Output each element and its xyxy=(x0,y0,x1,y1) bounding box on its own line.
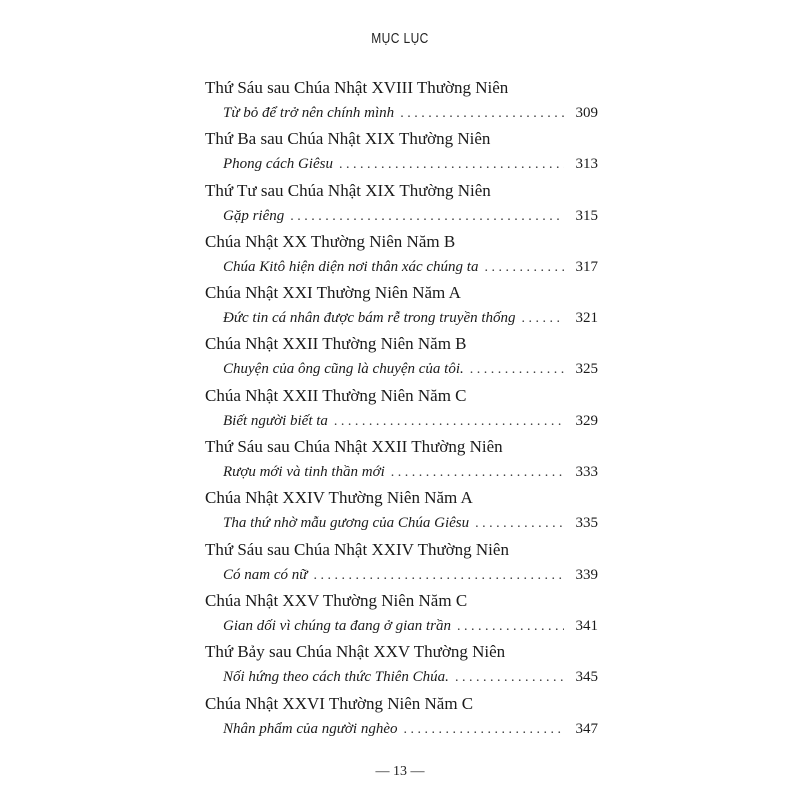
toc-subentry xyxy=(205,409,598,433)
toc-heading: Chúa Nhật XXV Thường Niên Năm C xyxy=(205,590,468,610)
toc-entry xyxy=(205,383,598,434)
dot-leader xyxy=(484,256,564,280)
toc-title: Nhân phẩm của người nghèo xyxy=(223,720,398,737)
toc-title: Chúa Kitô hiện diện nơi thân xác chúng ta xyxy=(223,258,479,275)
dot-leader xyxy=(313,564,564,588)
toc-subentry xyxy=(205,306,598,330)
toc-entry xyxy=(205,537,598,588)
toc-heading: Thứ Bảy sau Chúa Nhật XXV Thường Niên xyxy=(205,642,506,662)
toc-entry xyxy=(205,331,598,382)
toc-title: Biết người biết ta xyxy=(223,412,328,429)
toc-title: Chuyện của ông cũng là chuyện của tôi. xyxy=(223,361,464,378)
toc-entry xyxy=(205,485,598,536)
toc-heading: Thứ Sáu sau Chúa Nhật XXII Thường Niên xyxy=(205,437,503,457)
dot-leader xyxy=(391,461,564,485)
toc-page-number: 325 xyxy=(575,361,598,378)
toc-entry xyxy=(205,588,598,639)
toc-entry xyxy=(205,229,598,280)
toc-entry xyxy=(205,126,598,177)
toc-subentry xyxy=(205,665,598,689)
toc-subentry xyxy=(205,460,598,484)
toc-heading: Chúa Nhật XX Thường Niên Năm B xyxy=(205,231,456,251)
toc-page-number: 339 xyxy=(575,566,598,583)
toc-heading: Chúa Nhật XXI Thường Niên Năm A xyxy=(205,283,461,303)
toc-heading: Thứ Sáu sau Chúa Nhật XXIV Thường Niên xyxy=(205,539,509,559)
toc-entry xyxy=(205,178,598,229)
dot-leader xyxy=(334,410,564,434)
toc-page-number: 317 xyxy=(575,258,598,275)
toc-subentry xyxy=(205,255,598,279)
toc-entry xyxy=(205,639,598,690)
toc-heading: Thứ Sáu sau Chúa Nhật XVIII Thường Niên xyxy=(205,78,509,97)
toc-heading: Thứ Tư sau Chúa Nhật XIX Thường Niên xyxy=(205,180,491,200)
toc-subentry xyxy=(205,204,598,228)
toc-title: Có nam có nữ xyxy=(223,566,308,583)
toc-subentry xyxy=(205,101,598,125)
page-number-footer: — 13 — xyxy=(375,764,425,779)
dot-leader xyxy=(400,102,564,126)
dot-leader xyxy=(522,307,564,331)
dot-leader xyxy=(339,153,564,177)
toc-subentry xyxy=(205,357,598,381)
toc-page-number: 333 xyxy=(575,464,598,481)
table-of-contents xyxy=(205,75,598,742)
toc-page-number: 341 xyxy=(575,617,598,634)
toc-subentry xyxy=(205,511,598,535)
toc-page-number: 335 xyxy=(575,515,598,532)
toc-page-number: 345 xyxy=(575,669,598,686)
toc-title: Đức tin cá nhân được bám rễ trong truyền thống xyxy=(223,310,516,327)
toc-entry xyxy=(205,434,598,485)
toc-subentry xyxy=(205,563,598,587)
toc-entry xyxy=(205,691,598,742)
toc-heading: Chúa Nhật XXII Thường Niên Năm B xyxy=(205,334,467,354)
toc-entry xyxy=(205,280,598,331)
toc-heading: Chúa Nhật XXIV Thường Niên Năm A xyxy=(205,488,473,508)
dot-leader xyxy=(290,205,564,229)
toc-heading: Thứ Ba sau Chúa Nhật XIX Thường Niên xyxy=(205,129,491,149)
toc-title: Nối hứng theo cách thức Thiên Chúa. xyxy=(223,669,449,686)
dot-leader xyxy=(404,718,564,742)
toc-page-number: 347 xyxy=(575,720,598,737)
toc-subentry xyxy=(205,614,598,638)
toc-title: Rượu mới và tinh thần mới xyxy=(223,464,385,481)
toc-page-number: 321 xyxy=(575,310,598,327)
toc-page-number: 313 xyxy=(575,156,598,173)
dot-leader xyxy=(455,666,564,690)
toc-page-number: 315 xyxy=(575,207,598,224)
dot-leader xyxy=(457,615,564,639)
toc-subentry xyxy=(205,717,598,741)
toc-entry xyxy=(205,75,598,126)
toc-title: Gian dối vì chúng ta đang ở gian trần xyxy=(223,617,451,634)
toc-subentry xyxy=(205,152,598,176)
toc-page-number: 309 xyxy=(575,105,598,121)
toc-title: Phong cách Giêsu xyxy=(223,156,333,173)
toc-title: Tha thứ nhờ mẫu gương của Chúa Giêsu xyxy=(223,515,470,532)
dot-leader xyxy=(475,512,564,536)
toc-title: Gặp riêng xyxy=(223,207,285,224)
toc-title: Từ bỏ để trở nên chính mình xyxy=(223,105,395,121)
dot-leader xyxy=(470,358,564,382)
page-title: MỤC LỤC xyxy=(371,30,429,47)
toc-heading: Chúa Nhật XXII Thường Niên Năm C xyxy=(205,385,467,405)
toc-heading: Chúa Nhật XXVI Thường Niên Năm C xyxy=(205,693,474,713)
toc-page-number: 329 xyxy=(575,412,598,429)
